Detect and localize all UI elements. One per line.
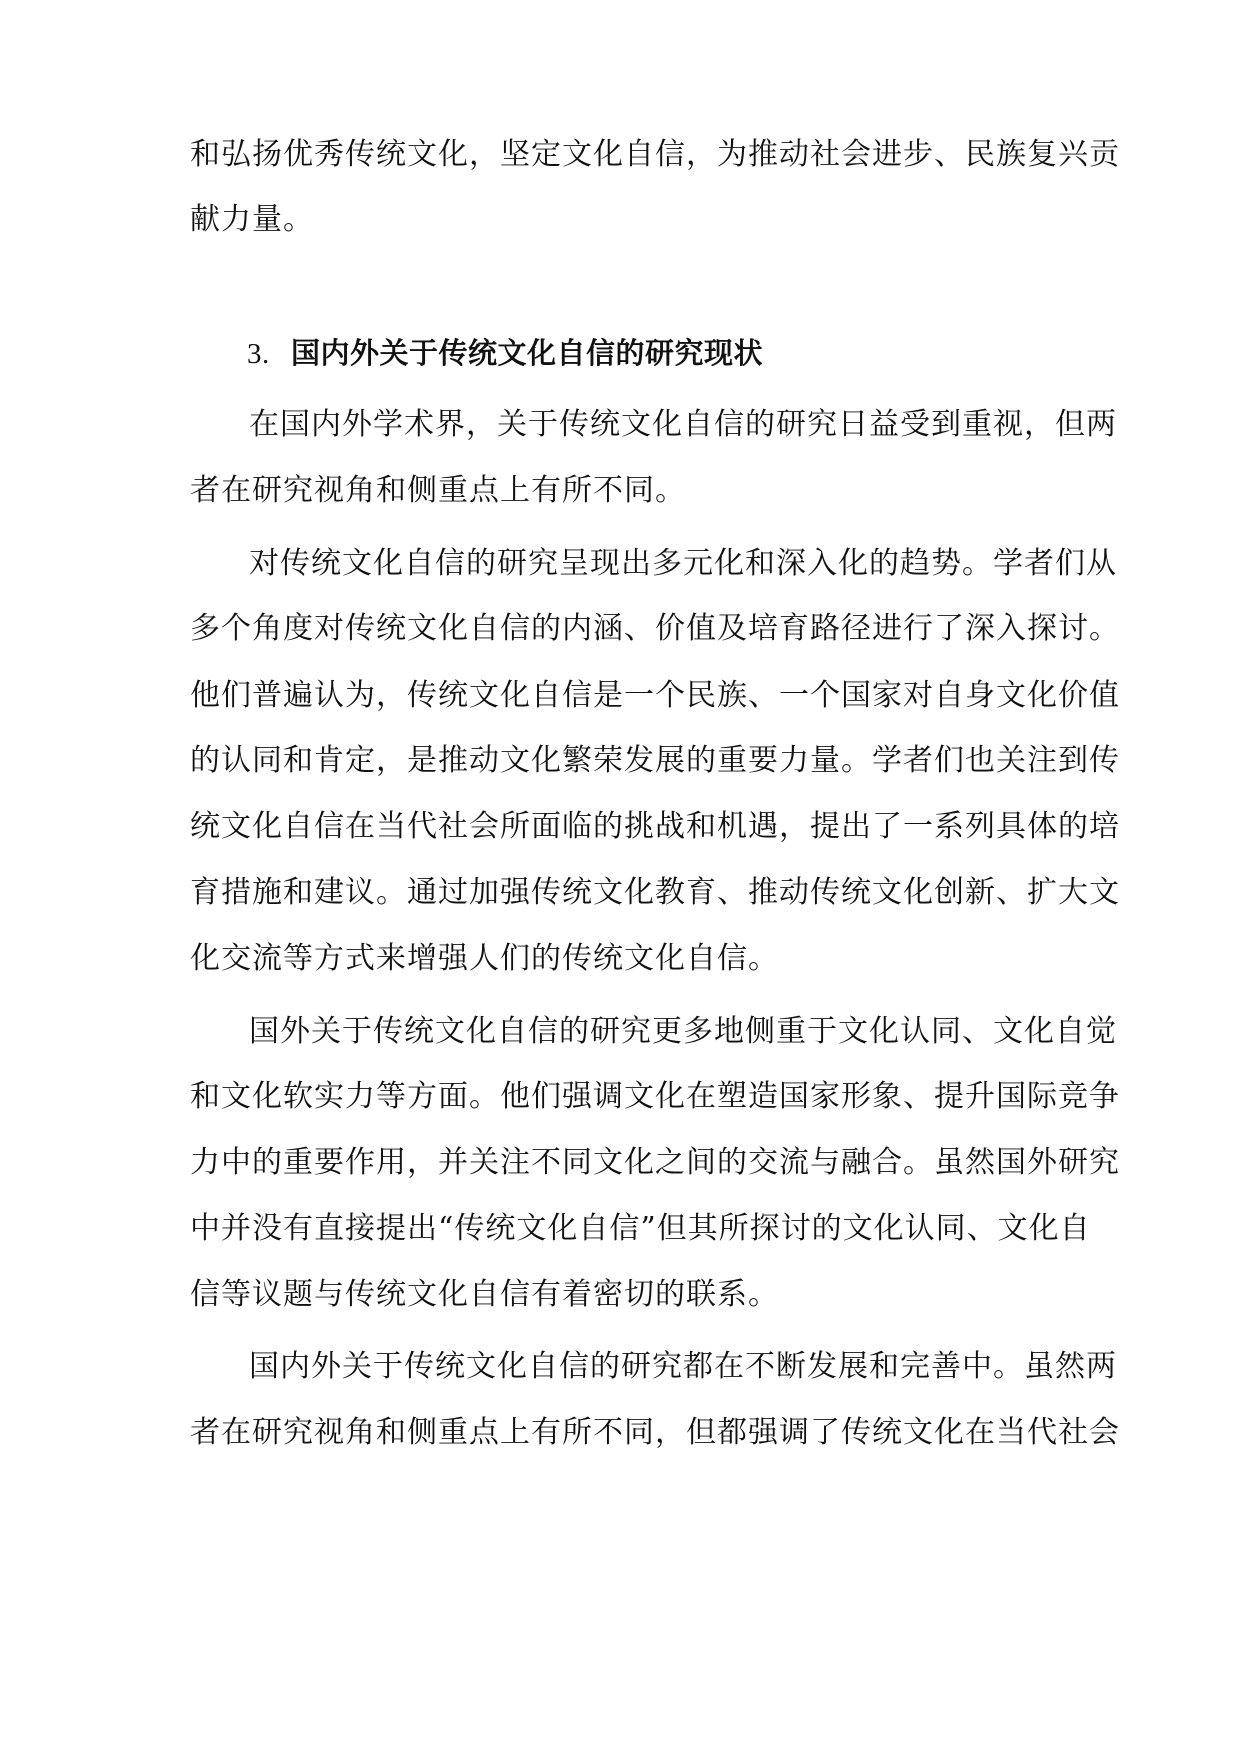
text-line: 信等议题与传统文化自信有着密切的联系。 bbox=[190, 1277, 779, 1312]
text-line: 他们普遍认为，传统文化自信是一个民族、一个国家对自身文化价值 bbox=[190, 678, 1120, 713]
text-line: 的认同和肯定，是推动文化繁荣发展的重要力量。学者们也关注到传 bbox=[190, 743, 1120, 778]
text-line: 和文化软实力等方面。他们强调文化在塑造国家形象、提升国际竞争 bbox=[190, 1079, 1120, 1114]
text-line: 献力量。 bbox=[190, 202, 314, 237]
paragraph-first-line: 国内外关于传统文化自信的研究都在不断发展和完善中。虽然两 bbox=[249, 1349, 1117, 1384]
text-line: 力中的重要作用，并关注不同文化之间的交流与融合。虽然国外研究 bbox=[190, 1145, 1120, 1180]
text-line: 者在研究视角和侧重点上有所不同，但都强调了传统文化在当代社会 bbox=[190, 1415, 1120, 1450]
text-line: 中并没有直接提出“传统文化自信”但其所探讨的文化认同、文化自 bbox=[190, 1211, 1091, 1246]
paragraph-first-line: 对传统文化自信的研究呈现出多元化和深入化的趋势。学者们从 bbox=[249, 546, 1117, 581]
paragraph-first-line: 国外关于传统文化自信的研究更多地侧重于文化认同、文化自觉 bbox=[249, 1014, 1117, 1049]
section-title: 国内外关于传统文化自信的研究现状 bbox=[291, 336, 764, 370]
text-line: 者在研究视角和侧重点上有所不同。 bbox=[190, 473, 686, 508]
section-number: 3. bbox=[247, 338, 270, 370]
text-line: 和弘扬优秀传统文化，坚定文化自信，为推动社会进步、民族复兴贡 bbox=[190, 137, 1120, 172]
paragraph-first-line: 在国内外学术界，关于传统文化自信的研究日益受到重视，但两 bbox=[249, 407, 1117, 442]
text-line: 多个角度对传统文化自信的内涵、价值及培育路径进行了深入探讨。 bbox=[190, 611, 1120, 646]
section-heading bbox=[247, 333, 1127, 373]
text-line: 育措施和建议。通过加强传统文化教育、推动传统文化创新、扩大文 bbox=[190, 875, 1120, 910]
text-line: 化交流等方式来增强人们的传统文化自信。 bbox=[190, 941, 779, 976]
text-line: 统文化自信在当代社会所面临的挑战和机遇，提出了一系列具体的培 bbox=[190, 809, 1120, 844]
